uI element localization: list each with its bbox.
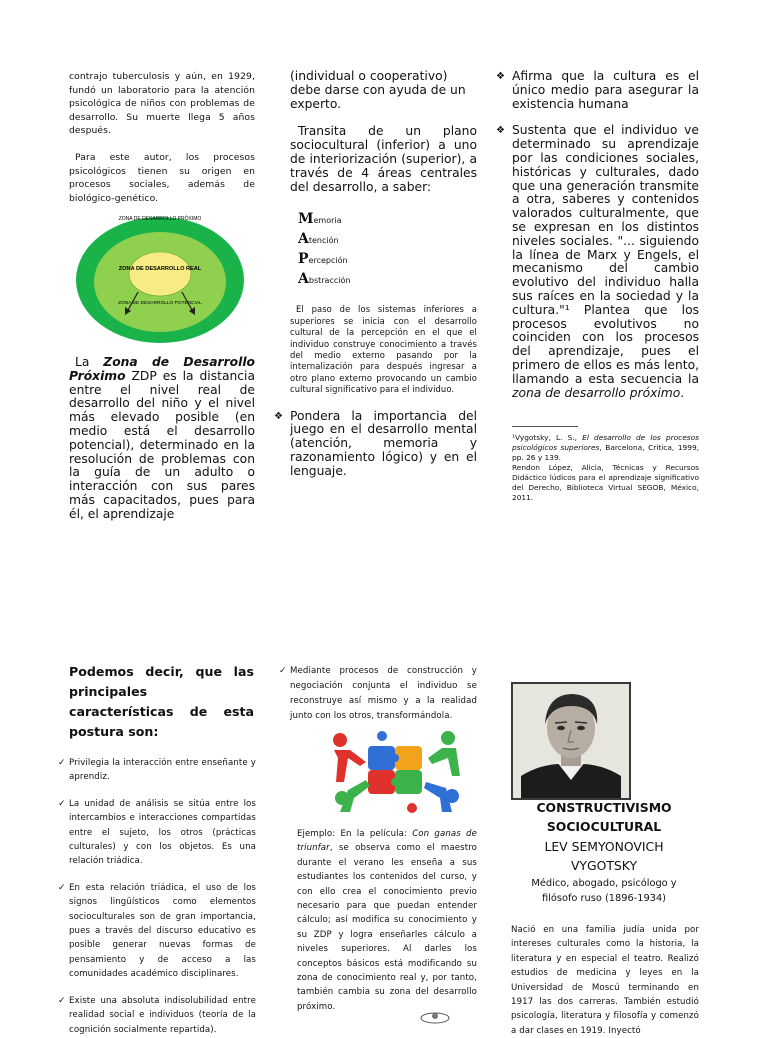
inner-zone-label: ZONA DE DESARROLLO REAL bbox=[118, 266, 202, 272]
intro-paragraph: contrajo tuberculosis y aún, en 1929, fundó un laboratorio para la atención psicológica de niños con problemas de desarrollo. Su muerte llega 5 años después. bbox=[69, 71, 255, 137]
area-item: Memoria bbox=[298, 211, 342, 228]
culture-bullet: ❖ Afirma que la cultura es el único medio para asegurar la existencia humana bbox=[512, 70, 699, 111]
zdp-diagram bbox=[75, 212, 245, 344]
biography-paragraph: Nació en una familia judía unida por intereses culturales como la historia, la literatura y en especial el teatro. Realizó estudios de medicina y leyes en la Universidad de Moscú terminando en 1917 las dos carreras. También estudió psicología, literatura y filosofía y comenzó a dar clases en 1919. Inyectó bbox=[511, 925, 699, 1036]
ornament-icon bbox=[418, 1008, 452, 1024]
transit-paragraph: Transita de un plano sociocultural (inferior) a uno de interiorización (superior), a través de 4 áreas centrales del desarrollo, a saber: bbox=[290, 124, 477, 194]
column-1-bottom bbox=[69, 662, 256, 1037]
characteristics-heading: Podemos decir, que las principales características de esta postura son: bbox=[69, 664, 254, 739]
areas-list bbox=[298, 210, 477, 290]
zdp-definition: La Zona de Desarrollo Próximo ZDP es la distancia entre el nivel real de desarrollo del niño y el nivel más elevado posible (en medio está el desarrollo potencial), determinado en la resolución de problemas con la guía de un adulto o interacción con sus pares más capacitados, pues para él, el aprendizaje bbox=[69, 355, 255, 521]
area-item: Atención bbox=[298, 231, 339, 248]
characteristic-item: ✓ La unidad de análisis se sitúa entre los intercambios e interacciones compartidas entre el sujeto, los otros (prácticas culturales) y con los objetos. Es una relación triádica. bbox=[69, 797, 256, 869]
author-name-line-2: VYGOTSKY bbox=[570, 858, 638, 873]
potential-zone-label: ZONA DE DESARROLLO POTENCIAL bbox=[118, 301, 202, 306]
zdp-term: Zona de Desarrollo Próximo bbox=[69, 355, 255, 383]
column-3-top bbox=[512, 70, 699, 503]
doc-title-line-2: SOCIOCULTURAL bbox=[546, 819, 662, 834]
footnote-2: Rendon López, Alicia, Técnicas y Recursos Didáctico lúdicos para el aprendizaje significativo del Derecho, Biblioteca Virtual SEGOB, México, 2011. bbox=[512, 463, 699, 503]
game-importance-bullet: ❖ Pondera la importancia del juego en el desarrollo mental (atención, memoria y razonamiento lógico) y en el lenguaje. bbox=[290, 410, 477, 479]
column-2-top bbox=[290, 70, 477, 479]
puzzle-people-image bbox=[320, 728, 470, 814]
characteristic-item: ✓ Privilegia la interacción entre enseñante y aprendiz. bbox=[69, 756, 256, 785]
vygotsky-portrait bbox=[511, 682, 631, 800]
footnote-divider bbox=[512, 426, 578, 427]
superior-systems-paragraph: El paso de los sistemas inferiores a superiores se inicia con el desarrollo cultural de la percepción en el que el individuo construye conocimiento a través del medio externo pasando por la internalización para después ingresar a otro plano externo provocando un cambio cultural significativo para el individuo. bbox=[290, 304, 477, 395]
column-1-top bbox=[69, 70, 255, 205]
column-3-bottom bbox=[509, 798, 699, 907]
column-2-bottom bbox=[290, 664, 477, 724]
area-item: Abstracción bbox=[298, 271, 351, 288]
negotiation-item: ✓ Mediante procesos de construcción y negociación conjunta el individuo se reconstruye así mismo y a la realidad junto con los otros, transformándola. bbox=[290, 664, 477, 724]
origin-paragraph: Para este autor, los procesos psicológicos tienen su origen en procesos sociales, además de biológico-genético. bbox=[69, 151, 255, 204]
doc-title-line-1: CONSTRUCTIVISMO bbox=[536, 800, 672, 815]
author-role: Médico, abogado, psicólogo y filósofo ruso (1896-1934) bbox=[531, 878, 677, 904]
learning-bullet: ❖ Sustenta que el individuo ve determinado su aprendizaje por las condiciones sociales, históricas y culturales, dado que una generación transmite a otra, saberes y contenidos valorados culturalmente, que se expresan en los distintos niveles sociales. "... siguiendo la línea de Marx y Engels, el mecanismo del cambio evolutivo del individuo halla sus raíces en la sociedad y la cultura."¹ Plantea que los procesos evolutivos no coinciden con los procesos del aprendizaje, pues el primero de ellos es más lento, llamando a esta secuencia la zona de desarrollo próximo. bbox=[512, 124, 699, 400]
area-item: Percepción bbox=[298, 251, 348, 268]
author-name-line-1: LEV SEMYONOVICH bbox=[544, 839, 664, 854]
footnote-1: ¹Vygotsky, L. S., El desarrollo de los procesos psicológicos superiores, Barcelona, Crítica, 1999, pp. 26 y 139. bbox=[512, 433, 699, 463]
movie-example: Ejemplo: En la película: Con ganas de triunfar, se observa como el maestro durante el verano les enseña a sus estudiantes los contenidos del curso, y con ello crea el conocimiento previo necesario para que puedan entender cálculo; así modifica su conocimiento y su ZDP y logra enseñarles cálculo a niveles superiores. Al darles los conceptos básicos está modificando su zona de conocimiento real y, por tanto, también cambia su zona del desarrollo próximo. bbox=[297, 829, 477, 1012]
expert-paragraph: (individual o cooperativo) debe darse con ayuda de un experto. bbox=[290, 69, 466, 111]
outer-zone-label: ZONA DE DESARROLLO PRÓXIMO bbox=[118, 216, 202, 222]
characteristic-item: ✓ Existe una absoluta indisolubilidad entre realidad social e individuos (teoría de la cognición socialmente repartida). bbox=[69, 994, 256, 1037]
portrait-photo bbox=[513, 684, 629, 798]
characteristic-item: ✓ En esta relación triádica, el uso de los signos lingüísticos como elementos socioculturales son de gran importancia, pues a través del discurso educativo es posible generar nuevas formas de pensamiento y de acceso a las comunidades académico disciplinares. bbox=[69, 881, 256, 982]
inner-zone-circle bbox=[129, 252, 191, 296]
